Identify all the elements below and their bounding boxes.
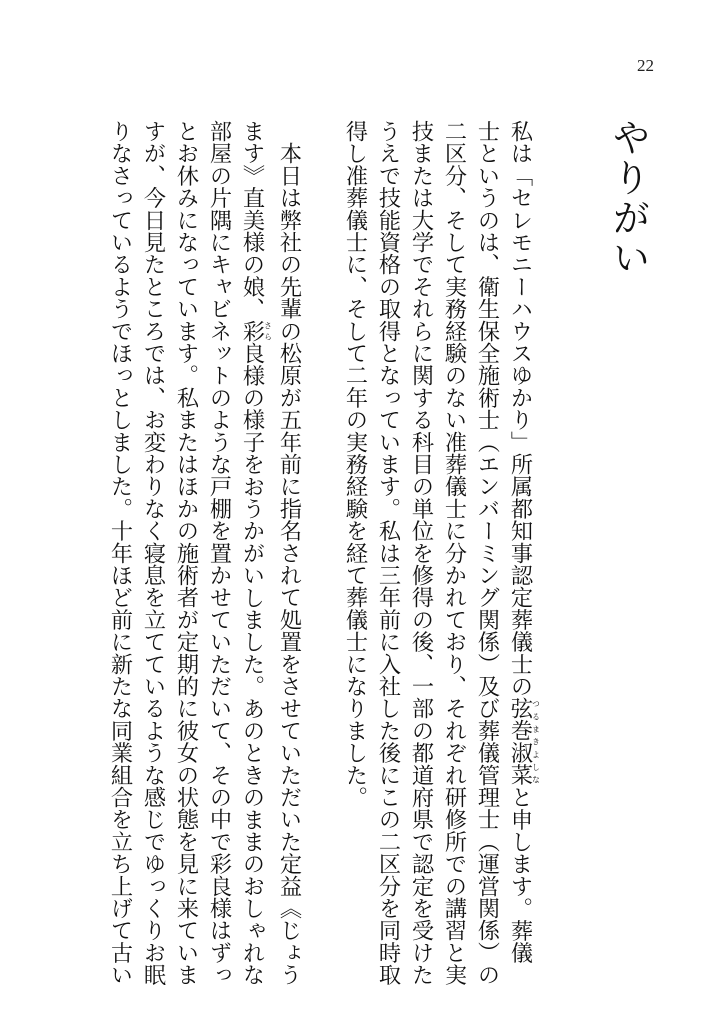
text-column-5: うえで技能資格の取得となっています。私は三年前に入社した後にこの二区分を同時取 bbox=[375, 120, 401, 986]
text-segment: ます》直美様の娘、 bbox=[239, 120, 265, 320]
text-column-3: 二区分、そして実務経験のない准葬儀士に分かれており、それぞれ研修所での講習と実 bbox=[441, 120, 467, 986]
text-column-10: とお休みになっています。私またはほかの施術者が定期的に彼女の状態を見に来ていま bbox=[173, 120, 199, 986]
text-column-1 bbox=[503, 120, 541, 964]
ruby-base: 弦巻淑菜 bbox=[507, 697, 533, 787]
text-segment: と申します。葬儀 bbox=[507, 786, 533, 964]
name-ruby-sara bbox=[239, 319, 273, 343]
text-column-9: 部屋の片隅にキャビネットのような戸棚を置かせていただいて、その中で彩良様はずっ bbox=[206, 120, 232, 986]
text-column-11: すが、今日見たところでは、お変わりなく寝息を立てているような感じでゆっくりお眠 bbox=[140, 120, 166, 986]
paragraph-gap bbox=[305, 120, 338, 920]
text-column-7: 本日は弊社の先輩の松原が五年前に指名されて処置をさせていただいた定益《じょう bbox=[276, 120, 302, 986]
text-column-12: りなさっているようでほっとしました。十年ほど前に新たな同業組合を立ち上げて古い bbox=[107, 120, 133, 986]
ruby-reading: さら bbox=[263, 319, 273, 343]
text-column-2: 士というのは、衛生保全施術士（エンバーミング関係）及び葬儀管理士（運営関係）の bbox=[474, 120, 500, 986]
text-column-4: 技または大学でそれらに関する科目の単位を修得の後、一部の都道府県で認定を受けた bbox=[408, 120, 434, 986]
text-segment: 良様の様子をおうかがいしました。あのときのままのおしゃれな bbox=[239, 342, 265, 986]
name-ruby-tsurumaki bbox=[507, 697, 541, 787]
page-number: 22 bbox=[637, 56, 654, 75]
body-text bbox=[103, 120, 541, 986]
ruby-base: 彩 bbox=[239, 319, 265, 343]
ruby-reading: つるまきよしな bbox=[531, 697, 541, 787]
text-column-6: 得し准葬儀士に、そして二年の実務経験を経て葬儀士になりました。 bbox=[342, 120, 368, 809]
chapter-title: やりがい bbox=[606, 118, 650, 278]
text-column-8 bbox=[235, 120, 273, 986]
text-segment: 私は「セレモニーハウスゆかり」所属都知事認定葬儀士の bbox=[507, 120, 533, 698]
